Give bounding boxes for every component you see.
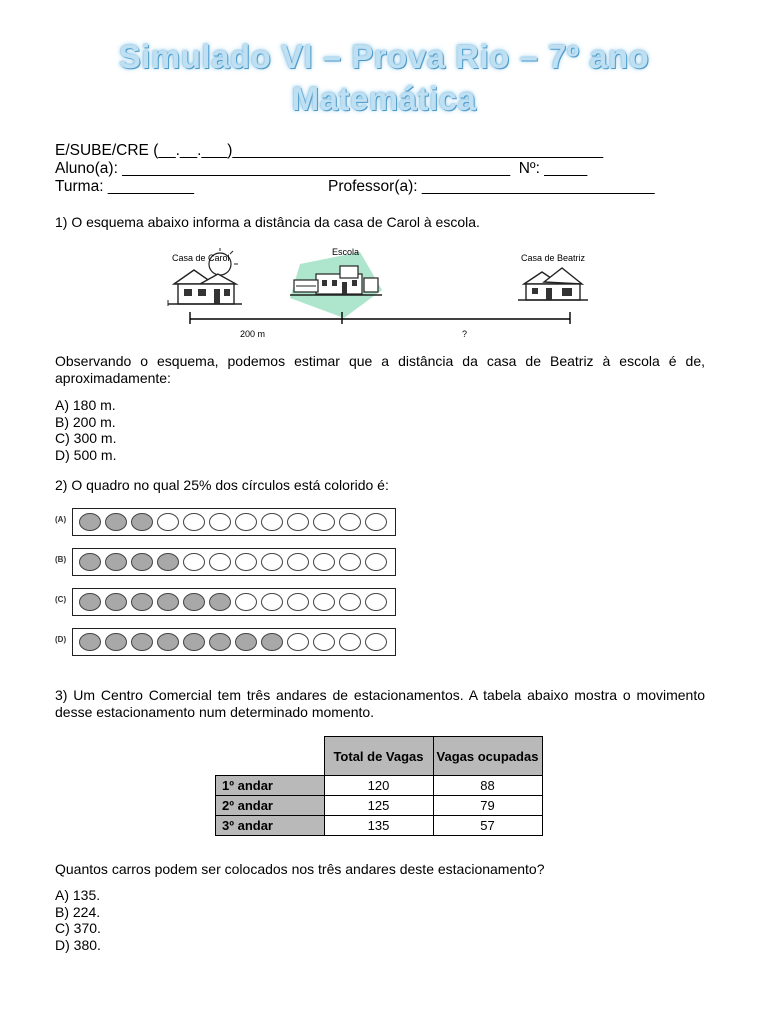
filled-circle bbox=[209, 633, 231, 651]
header-vagas-ocupadas: Vagas ocupadas bbox=[433, 737, 542, 776]
row-label: 1º andar bbox=[216, 776, 325, 796]
house-beatriz-icon bbox=[518, 268, 588, 300]
q1-options bbox=[55, 397, 116, 463]
filled-circle bbox=[157, 553, 179, 571]
header-class-line: Turma: __________ bbox=[55, 178, 195, 195]
empty-circle bbox=[313, 513, 335, 531]
empty-circle bbox=[339, 553, 361, 571]
filled-circle bbox=[79, 593, 101, 611]
filled-circle bbox=[105, 553, 127, 571]
diagram-label-carol: Casa de Carol bbox=[172, 253, 230, 263]
filled-circle bbox=[157, 633, 179, 651]
q1-option-a: A) 180 m. bbox=[55, 397, 116, 413]
filled-circle bbox=[105, 513, 127, 531]
page-subtitle: Matemática bbox=[291, 80, 477, 117]
page-title: Simulado VI – Prova Rio – 7º ano bbox=[118, 38, 650, 75]
q1-option-c: C) 300 m. bbox=[55, 430, 117, 446]
filled-circle bbox=[131, 553, 153, 571]
cell-total: 125 bbox=[324, 796, 433, 816]
cell-ocupadas: 57 bbox=[433, 816, 542, 836]
empty-circle bbox=[261, 513, 283, 531]
filled-circle bbox=[157, 593, 179, 611]
q1-question: Observando o esquema, podemos estimar que a distância da casa de Beatriz à escola é de, aproximadamente: bbox=[55, 353, 705, 386]
q1-diagram bbox=[160, 240, 600, 345]
q2-row-label: (B) bbox=[55, 555, 67, 564]
filled-circle bbox=[105, 593, 127, 611]
q2-row-box bbox=[72, 508, 396, 536]
empty-circle bbox=[287, 513, 309, 531]
q2-row-box bbox=[72, 588, 396, 616]
empty-circle bbox=[261, 593, 283, 611]
header-student-line: Aluno(a): _____________________________________________ Nº: _____ bbox=[55, 160, 588, 177]
cell-ocupadas: 88 bbox=[433, 776, 542, 796]
q3-statement: 3) Um Centro Comercial tem três andares de estacionamentos. A tabela abaixo mostra o movimento desse estacionamento num determinado momento. bbox=[55, 687, 705, 720]
q3-question: Quantos carros podem ser colocados nos três andares deste estacionamento? bbox=[55, 861, 545, 877]
empty-circle bbox=[339, 593, 361, 611]
filled-circle bbox=[79, 513, 101, 531]
q2-row-label: (D) bbox=[55, 635, 67, 644]
diagram-label-school: Escola bbox=[332, 247, 360, 257]
filled-circle bbox=[131, 593, 153, 611]
table-header-row bbox=[216, 737, 543, 776]
q1-option-b: B) 200 m. bbox=[55, 413, 116, 430]
header-cre-line: E/SUBE/CRE (__.__.___)___________________________________________ bbox=[55, 142, 604, 159]
distance-label-left: 200 m bbox=[240, 329, 266, 339]
empty-circle bbox=[365, 513, 387, 531]
table-row bbox=[216, 776, 543, 796]
empty-circle bbox=[287, 553, 309, 571]
empty-circle bbox=[235, 593, 257, 611]
school-icon bbox=[290, 252, 382, 318]
empty-circle bbox=[209, 553, 231, 571]
q3-options bbox=[55, 887, 101, 953]
filled-circle bbox=[183, 593, 205, 611]
empty-circle bbox=[339, 633, 361, 651]
cell-ocupadas: 79 bbox=[433, 796, 542, 816]
empty-circle bbox=[287, 593, 309, 611]
cell-total: 135 bbox=[324, 816, 433, 836]
q2-statement: 2) O quadro no qual 25% dos círculos está colorido é: bbox=[55, 477, 389, 493]
q3-option-a: A) 135. bbox=[55, 887, 101, 903]
q2-row-label: (A) bbox=[55, 515, 67, 524]
distance-label-right: ? bbox=[462, 329, 468, 339]
q3-option-b: B) 224. bbox=[55, 903, 101, 920]
empty-circle bbox=[209, 513, 231, 531]
q2-row-box bbox=[72, 548, 396, 576]
filled-circle bbox=[209, 593, 231, 611]
empty-circle bbox=[235, 553, 257, 571]
empty-circle bbox=[261, 553, 283, 571]
table-corner bbox=[216, 737, 325, 776]
filled-circle bbox=[261, 633, 283, 651]
empty-circle bbox=[183, 553, 205, 571]
row-label: 3º andar bbox=[216, 816, 325, 836]
q1-option-d: D) 500 m. bbox=[55, 446, 117, 463]
q3-option-c: C) 370. bbox=[55, 920, 101, 936]
table-row bbox=[216, 816, 543, 836]
filled-circle bbox=[131, 513, 153, 531]
empty-circle bbox=[183, 513, 205, 531]
filled-circle bbox=[131, 633, 153, 651]
empty-circle bbox=[287, 633, 309, 651]
empty-circle bbox=[365, 633, 387, 651]
empty-circle bbox=[365, 593, 387, 611]
diagram-label-beatriz: Casa de Beatriz bbox=[521, 253, 586, 263]
parking-table bbox=[215, 736, 543, 836]
empty-circle bbox=[157, 513, 179, 531]
filled-circle bbox=[79, 553, 101, 571]
filled-circle bbox=[105, 633, 127, 651]
filled-circle bbox=[235, 633, 257, 651]
table-row bbox=[216, 796, 543, 816]
q3-option-d: D) 380. bbox=[55, 936, 101, 953]
header-total-vagas: Total de Vagas bbox=[324, 737, 433, 776]
header-teacher-line: Professor(a): ___________________________ bbox=[328, 178, 655, 195]
empty-circle bbox=[313, 633, 335, 651]
empty-circle bbox=[235, 513, 257, 531]
cell-total: 120 bbox=[324, 776, 433, 796]
q2-row-box bbox=[72, 628, 396, 656]
row-label: 2º andar bbox=[216, 796, 325, 816]
empty-circle bbox=[313, 593, 335, 611]
empty-circle bbox=[365, 553, 387, 571]
filled-circle bbox=[183, 633, 205, 651]
empty-circle bbox=[339, 513, 361, 531]
empty-circle bbox=[313, 553, 335, 571]
q2-row-label: (C) bbox=[55, 595, 67, 604]
q1-statement: 1) O esquema abaixo informa a distância da casa de Carol à escola. bbox=[55, 214, 480, 230]
filled-circle bbox=[79, 633, 101, 651]
